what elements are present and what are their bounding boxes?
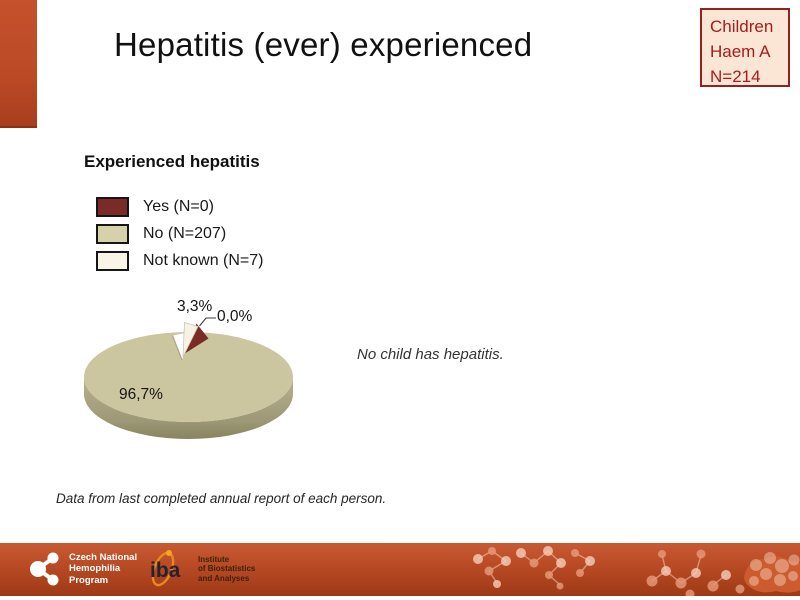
population-info-box	[700, 8, 790, 87]
pie-label-notknown: 3,3%	[177, 298, 213, 315]
legend-label: Not known (N=7)	[143, 251, 264, 269]
legend-label: Yes (N=0)	[143, 197, 214, 215]
cnhp-logo-text	[69, 552, 137, 587]
iba-line: of Biostatistics	[198, 564, 256, 574]
info-box-line: Haem A	[710, 42, 771, 61]
chart-legend	[96, 193, 264, 274]
info-box-line: N=214	[710, 67, 761, 86]
pie-label-yes: 0,0%	[217, 308, 253, 325]
legend-swatch-yes	[96, 197, 129, 217]
cnhp-line: Czech National	[69, 551, 138, 563]
iba-line: Institute	[198, 554, 230, 564]
footer-bar	[0, 543, 800, 596]
cnhp-molecule-icon	[28, 550, 62, 588]
pie-leader-line	[200, 318, 217, 326]
cnhp-line: Hemophilia	[69, 563, 121, 575]
legend-label: No (N=207)	[143, 224, 227, 242]
info-box-line: Children	[710, 17, 774, 36]
cnhp-logo	[28, 550, 137, 588]
iba-logo-text	[198, 555, 255, 584]
iba-logo	[146, 548, 255, 590]
iba-brand-icon	[146, 548, 194, 590]
chart-title: Experienced hepatitis	[84, 152, 260, 171]
annotation-note: No child has hepatitis.	[357, 346, 504, 363]
slide-title: Hepatitis (ever) experienced	[114, 26, 533, 63]
cnhp-line: Program	[69, 574, 109, 586]
data-source-footnote: Data from last completed annual report of each person.	[56, 491, 387, 506]
pie-label-no: 96,7%	[119, 386, 163, 403]
legend-item-notknown	[96, 247, 264, 274]
iba-line: and Analyses	[198, 573, 250, 583]
left-accent-bar	[0, 0, 37, 128]
legend-item-yes	[96, 193, 264, 220]
legend-swatch-notknown	[96, 251, 129, 271]
iba-brand-text: iba	[150, 559, 181, 582]
czech-map-silhouette	[744, 552, 800, 593]
legend-swatch-no	[96, 224, 129, 244]
legend-item-no	[96, 220, 264, 247]
